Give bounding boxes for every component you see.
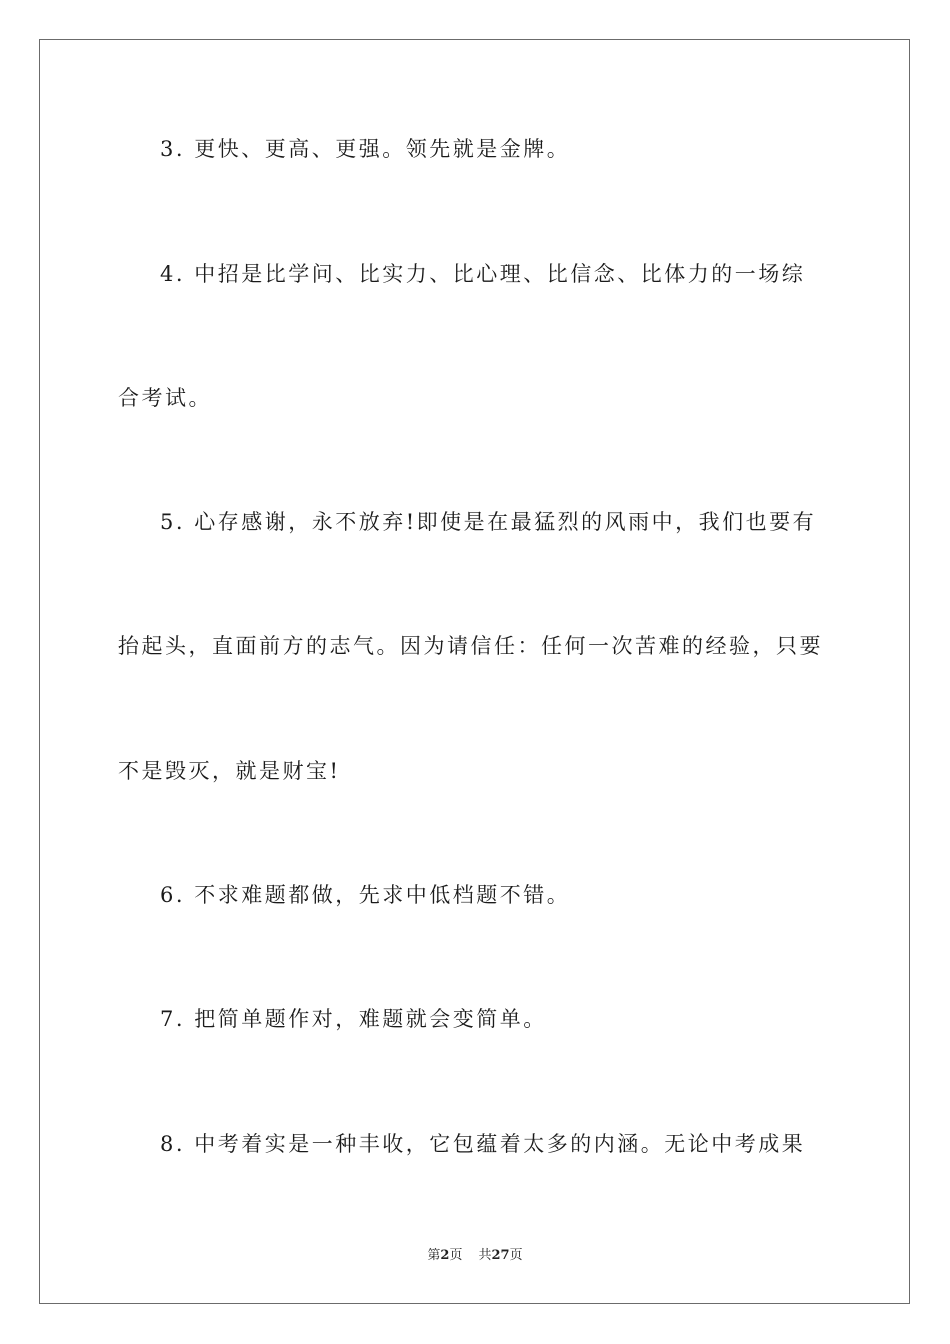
list-item-4: 4. 中招是比学问、比实力、比心理、比信念、比体力的一场综	[160, 262, 806, 286]
list-item-5: 5. 心存感谢，永不放弃!即使是在最猛烈的风雨中，我们也要有	[160, 510, 817, 534]
list-item-6: 6. 不求难题都做，先求中低档题不错。	[160, 883, 571, 907]
list-item-5-continuation-2: 不是毁灭，就是财宝!	[118, 759, 341, 783]
page-number: 2	[440, 1248, 450, 1263]
page-suffix: 页	[449, 1248, 463, 1263]
list-item-5-continuation-1: 抬起头，直面前方的志气。因为请信任：任何一次苦难的经验，只要	[118, 634, 823, 658]
page-prefix: 第	[427, 1248, 441, 1263]
list-item-8: 8. 中考着实是一种丰收，它包蕴着太多的内涵。无论中考成果	[160, 1132, 806, 1156]
total-pages: 27	[491, 1248, 510, 1263]
page-frame	[39, 39, 910, 1304]
page-footer	[0, 1247, 950, 1265]
total-suffix: 页	[509, 1248, 523, 1263]
total-prefix: 共	[478, 1248, 492, 1263]
list-item-7: 7. 把简单题作对，难题就会变简单。	[160, 1007, 547, 1031]
list-item-4-continuation: 合考试。	[118, 386, 212, 410]
list-item-3: 3. 更快、更高、更强。领先就是金牌。	[160, 137, 571, 161]
